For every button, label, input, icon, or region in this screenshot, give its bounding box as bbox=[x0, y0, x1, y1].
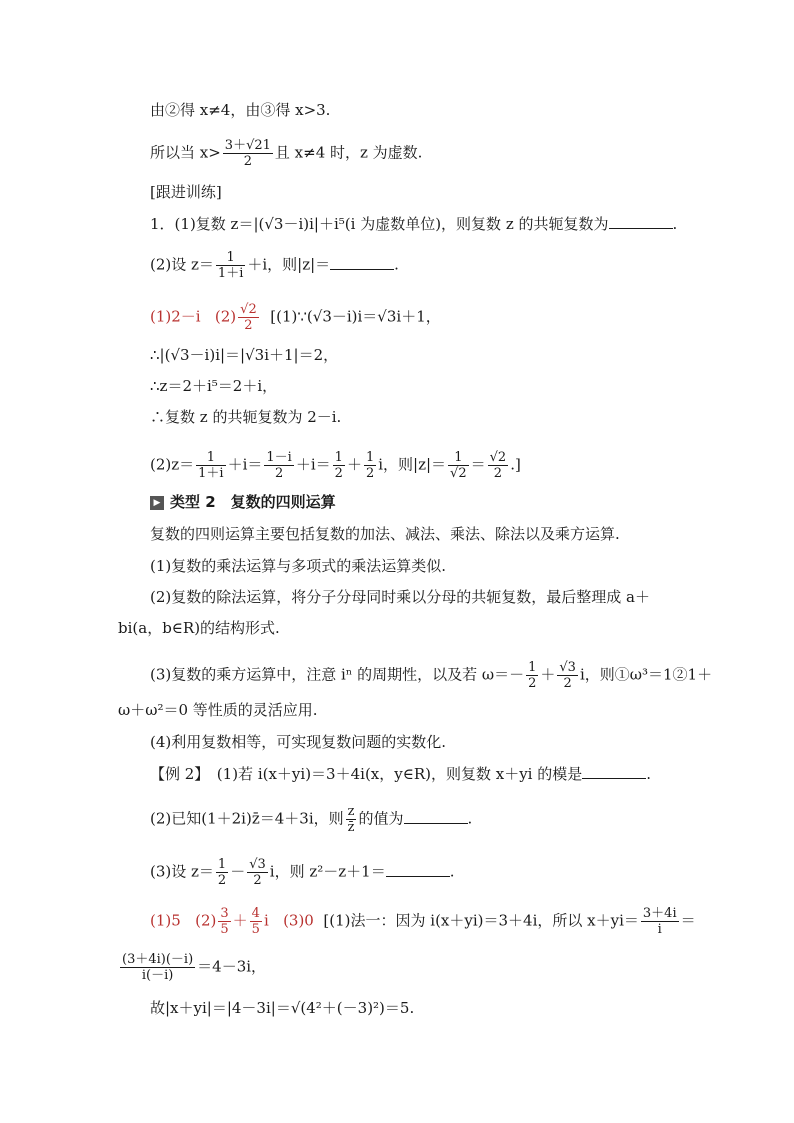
answer-blank bbox=[330, 255, 394, 270]
paragraph-item-3-cont: ω＋ω²＝0 等性质的灵活应用. bbox=[118, 701, 318, 719]
answer-blank bbox=[404, 809, 468, 824]
example-2-part-3: (3)设 z＝ $\frac{1}{2}$ － $\frac{√3}{2}$ i，则 z²－z＋1＝ . bbox=[150, 857, 455, 888]
paragraph-item-2-cont: bi(a，b∈R)的结构形式. bbox=[118, 619, 280, 637]
line-1: 由②得 x≠4，由③得 x>3. bbox=[150, 101, 331, 119]
example-2-answers: (1)5 (2) $\frac{3}{5}$ ＋ $\frac{4}{5}$ i (3)0 [(1)法一：因为 i(x＋yi)＝3＋4i，所以 x＋yi＝ $\frac{3+4i}{i}$ ＝ bbox=[150, 906, 696, 937]
solution-modulus-line: 故|x＋yi|＝|4－3i|＝√(4²＋(－3)²)＝5. bbox=[150, 999, 415, 1017]
line-2: 所以当 x> $\frac{3+√21}{2}$ 且 x≠4 时，z 为虚数. bbox=[150, 138, 423, 169]
answer-blank bbox=[609, 214, 673, 229]
example-2-part-2: (2)已知(1＋2i)z̄＝4＋3i，则 $\frac{z}{z̄}$ 的值为 . bbox=[150, 804, 473, 835]
paragraph-item-4: (4)利用复数相等，可实现复数问题的实数化. bbox=[150, 733, 447, 751]
paragraph-item-1: (1)复数的乘法运算与多项式的乘法运算类似. bbox=[150, 557, 447, 575]
play-triangle-icon: ▶ bbox=[150, 496, 164, 510]
section-heading-type-2: ▶ 类型 2 复数的四则运算 bbox=[150, 492, 336, 512]
solution-line-4: ∴复数 z 的共轭复数为 2－i. bbox=[150, 408, 342, 426]
solution-fraction-line: $\frac{(3+4i)(-i)}{i(-i)}$ ＝4－3i， bbox=[122, 952, 267, 983]
solution-line-3: ∴z＝2＋i⁵＝2＋i， bbox=[150, 377, 278, 395]
fraction: $\frac{1}{1+i}$ bbox=[217, 250, 244, 281]
solution-line-2: ∴|(√3－i)i|＝|√3i＋1|＝2， bbox=[150, 346, 339, 364]
exercise-1-part-1: 1．(1)复数 z＝|(√3－i)i|＋i⁵(i 为虚数单位)，则复数 z 的共轭复数为 . bbox=[150, 215, 678, 233]
paragraph-item-3: (3)复数的乘方运算中，注意 iⁿ 的周期性，以及若 ω＝－ $\frac{1}{2}$ ＋ $\frac{√3}{2}$ i，则①ω³＝1②1＋ bbox=[150, 660, 713, 691]
exercise-1-part-2: (2)设 z＝ $\frac{1}{1+i}$ ＋i，则|z|＝ . bbox=[150, 250, 399, 281]
section-label-follow-up: [跟进训练] bbox=[150, 183, 222, 201]
fraction: $\frac{√2}{2}$ bbox=[240, 302, 257, 333]
example-2-part-1: 【例 2】 (1)若 i(x＋yi)＝3＋4i(x，y∈R)，则复数 x＋yi 的模是 . bbox=[150, 765, 652, 783]
fraction: $\frac{3+√21}{2}$ bbox=[224, 138, 271, 169]
answer-blank bbox=[386, 862, 450, 877]
answer-blank bbox=[582, 764, 646, 779]
paragraph-intro: 复数的四则运算主要包括复数的加法、减法、乘法、除法以及乘方运算. bbox=[150, 525, 620, 543]
paragraph-item-2: (2)复数的除法运算，将分子分母同时乘以分母的共轭复数，最后整理成 a＋ bbox=[150, 588, 650, 606]
answer-line-1: (1)2－i (2) $\frac{√2}{2}$ [(1)∵(√3－i)i＝√3i＋1， bbox=[150, 302, 441, 333]
solution-line-5: (2)z＝ $\frac{1}{1+i}$ ＋i＝ $\frac{1-i}{2}$ ＋i＝ $\frac{1}{2}$ ＋ $\frac{1}{2}$ i，则|z|＝ $\frac{1}{√2}$ ＝ $\frac{√2}{2}$ .] bbox=[150, 450, 521, 481]
